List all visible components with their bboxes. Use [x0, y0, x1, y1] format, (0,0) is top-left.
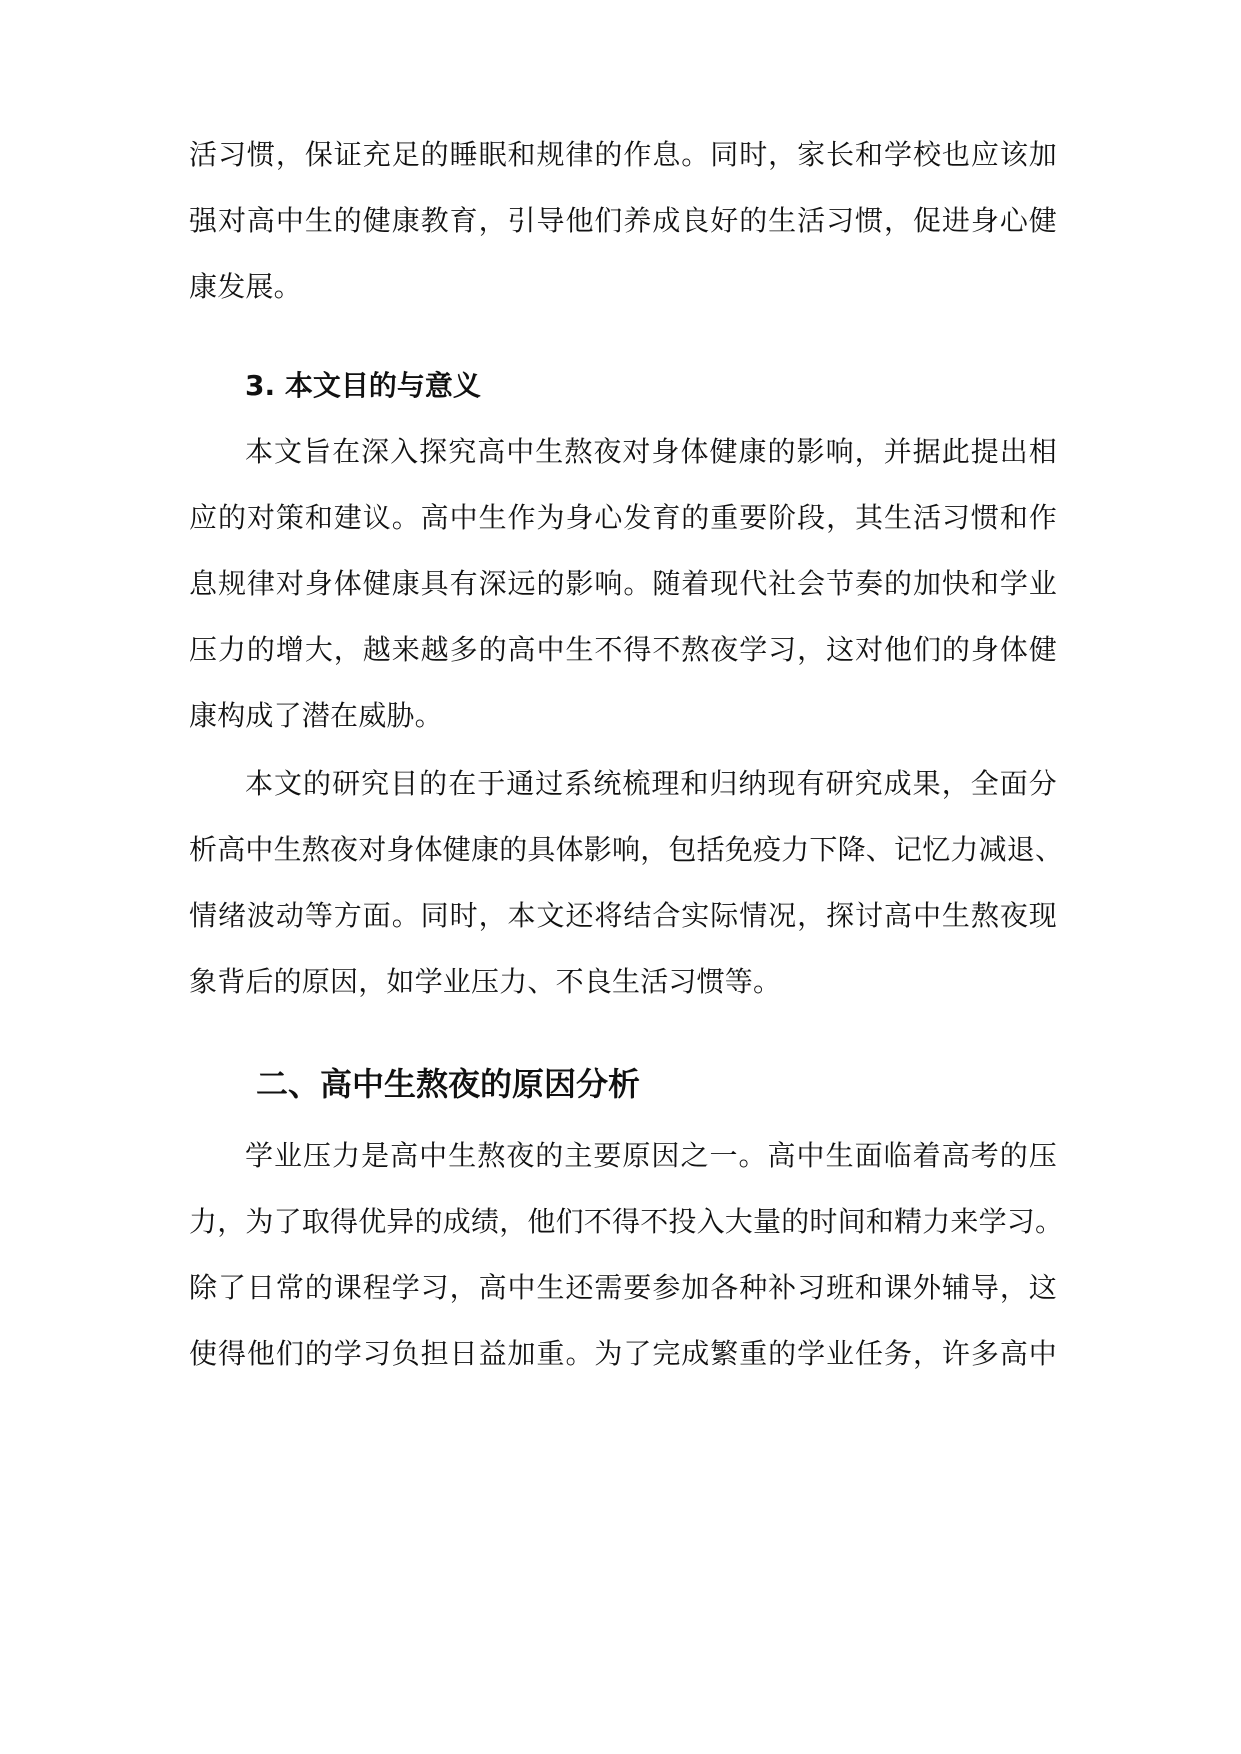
paragraph-line: 康发展。 [189, 270, 302, 303]
paragraph-line: 学业压力是高中生熬夜的主要原因之一。高中生面临着高考的压 [245, 1139, 1057, 1172]
paragraph-line: 除了日常的课程学习，高中生还需要参加各种补习班和课外辅导，这 [189, 1271, 1057, 1304]
paragraph-line: 本文旨在深入探究高中生熬夜对身体健康的影响，并据此提出相 [245, 435, 1057, 468]
paragraph-line: 本文的研究目的在于通过系统梳理和归纳现有研究成果，全面分 [245, 767, 1057, 800]
paragraph-line: 力，为了取得优异的成绩，他们不得不投入大量的时间和精力来学习。 [189, 1205, 1064, 1238]
paragraph-line: 活习惯，保证充足的睡眠和规律的作息。同时，家长和学校也应该加 [189, 138, 1057, 171]
paragraph-line: 使得他们的学习负担日益加重。为了完成繁重的学业任务，许多高中 [189, 1337, 1057, 1370]
paragraph-line: 应的对策和建议。高中生作为身心发育的重要阶段，其生活习惯和作 [189, 501, 1057, 534]
paragraph-line: 康构成了潜在威胁。 [189, 699, 443, 732]
chapter-heading: 二、高中生熬夜的原因分析 [256, 1065, 641, 1103]
paragraph-line: 息规律对身体健康具有深远的影响。随着现代社会节奏的加快和学业 [189, 567, 1057, 600]
paragraph-line: 强对高中生的健康教育，引导他们养成良好的生活习惯，促进身心健 [189, 204, 1057, 237]
paragraph-line: 情绪波动等方面。同时，本文还将结合实际情况，探讨高中生熬夜现 [189, 899, 1057, 932]
paragraph-line: 象背后的原因，如学业压力、不良生活习惯等。 [189, 965, 782, 998]
section-heading: 3. 本文目的与意义 [245, 369, 481, 402]
paragraph-line: 压力的增大，越来越多的高中生不得不熬夜学习，这对他们的身体健 [189, 633, 1057, 666]
paragraph-line: 析高中生熬夜对身体健康的具体影响，包括免疫力下降、记忆力减退、 [189, 833, 1064, 866]
